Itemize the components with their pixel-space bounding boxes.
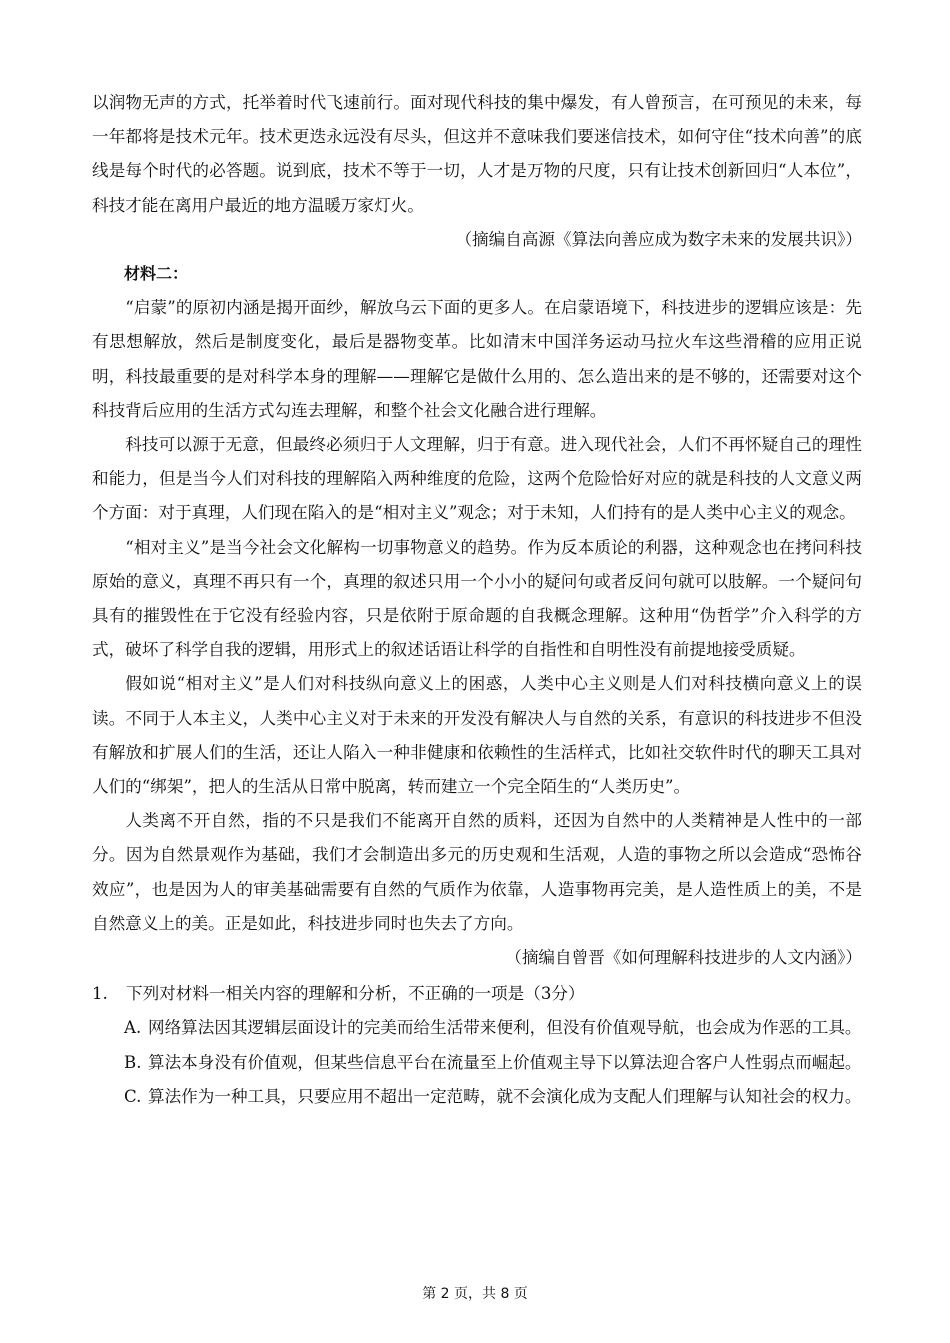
option-label: C. <box>124 1086 142 1106</box>
question-number: 1. <box>92 984 108 1004</box>
material2-paragraph-4: 假如说“相对主义”是人们对科技纵向意义上的困惑，人类中心主义则是人们对科技横向意义上的误读。不同于人本主义，人类中心主义对于未来的开发没有解决人与自然的关系，有意识的科技进步不但没有解放和扩展人们的生活，还让人陷入一种非健康和依赖性的生活样式，比如社交软件时代的聊天工具对人们的“绑架”，把人的生活从日常中脱离，转而建立一个完全陌生的“人类历史”。 <box>92 674 862 797</box>
option-text: 算法本身没有价值观，但某些信息平台在流量至上价值观主导下以算法迎合客户人性弱点而崛起。 <box>148 1052 862 1072</box>
page-footer: 第 2 页，共 8 页 <box>422 1286 528 1302</box>
page-content <box>92 86 862 1114</box>
option-b <box>124 1046 862 1080</box>
material1-tail-paragraph: 以润物无声的方式，托举着时代飞速前行。面对现代科技的集中爆发，有人曾预言，在可预见的未来，每一年都将是技术元年。技术更迭永远没有尽头，但这并不意味我们要迷信技术，如何守住“技术向善”的底线是每个时代的必答题。说到底，技术不等于一切，人才是万物的尺度，只有让技术创新回归“人本位”，科技才能在离用户最近的地方温暖万家灯火。 <box>92 93 862 215</box>
material1-source: （摘编自高源《算法向善应成为数字未来的发展共识》） <box>455 229 862 249</box>
question-stem: 下列对材料一相关内容的理解和分析，不正确的一项是（3分） <box>126 984 585 1004</box>
material2-heading: 材料二： <box>124 264 189 284</box>
material2-paragraph-1: “启蒙”的原初内涵是揭开面纱，解放乌云下面的更多人。在启蒙语境下，科技进步的逻辑应该是：先有思想解放，然后是制度变化，最后是器物变革。比如清末中国洋务运动马拉火车这些滑稽的应用正说明，科技最重要的是对科学本身的理解——理解它是做什么用的、怎么造出来的是不够的，还需要对这个科技背后应用的生活方式勾连去理解，和整个社会文化融合进行理解。 <box>92 298 862 420</box>
option-a <box>124 1011 862 1045</box>
option-text: 网络算法因其逻辑层面设计的完美而给生活带来便利，但没有价值观导航，也会成为作恶的工具。 <box>148 1018 862 1038</box>
material2-paragraph-5: 人类离不开自然，指的不只是我们不能离开自然的质料，还因为自然中的人类精神是人性中的一部分。因为自然景观作为基础，我们才会制造出多元的历史观和生活观，人造的事物之所以会造成“恐怖谷效应”，也是因为人的审美基础需要有自然的气质作为依靠，人造事物再完美，是人造性质上的美，不是自然意义上的美。正是如此，科技进步同时也失去了方向。 <box>92 811 862 933</box>
option-label: A. <box>124 1018 142 1038</box>
question-1-options <box>92 1011 862 1114</box>
material2-paragraph-2: 科技可以源于无意，但最终必须归于人文理解，归于有意。进入现代社会，人们不再怀疑自己的理性和能力，但是当今人们对科技的理解陷入两种维度的危险，这两个危险恰好对应的就是科技的人文意义两个方面：对于真理，人们现在陷入的是“相对主义”观念；对于未知，人们持有的是人类中心主义的观念。 <box>92 435 862 523</box>
question-1 <box>92 977 862 1114</box>
option-c <box>124 1080 862 1114</box>
material2-paragraph-3: “相对主义”是当今社会文化解构一切事物意义的趋势。作为反本质论的利器，这种观念也在拷问科技原始的意义，真理不再只有一个，真理的叙述只用一个小小的疑问句或者反问句就可以肢解。一个疑问句具有的摧毁性在于它没有经验内容，只是依附于原命题的自我概念理解。这种用“伪哲学”介入科学的方式，破坏了科学自我的逻辑，用形式上的叙述话语让科学的自指性和自明性没有前提地接受质疑。 <box>92 537 862 660</box>
material2-source: （摘编自曾晋《如何理解科技进步的人文内涵》） <box>505 948 862 968</box>
option-text: 算法作为一种工具，只要应用不超出一定范畴，就不会演化成为支配人们理解与认知社会的权力。 <box>148 1086 862 1106</box>
option-label: B. <box>124 1052 142 1072</box>
question-1-stem-line <box>92 977 862 1011</box>
